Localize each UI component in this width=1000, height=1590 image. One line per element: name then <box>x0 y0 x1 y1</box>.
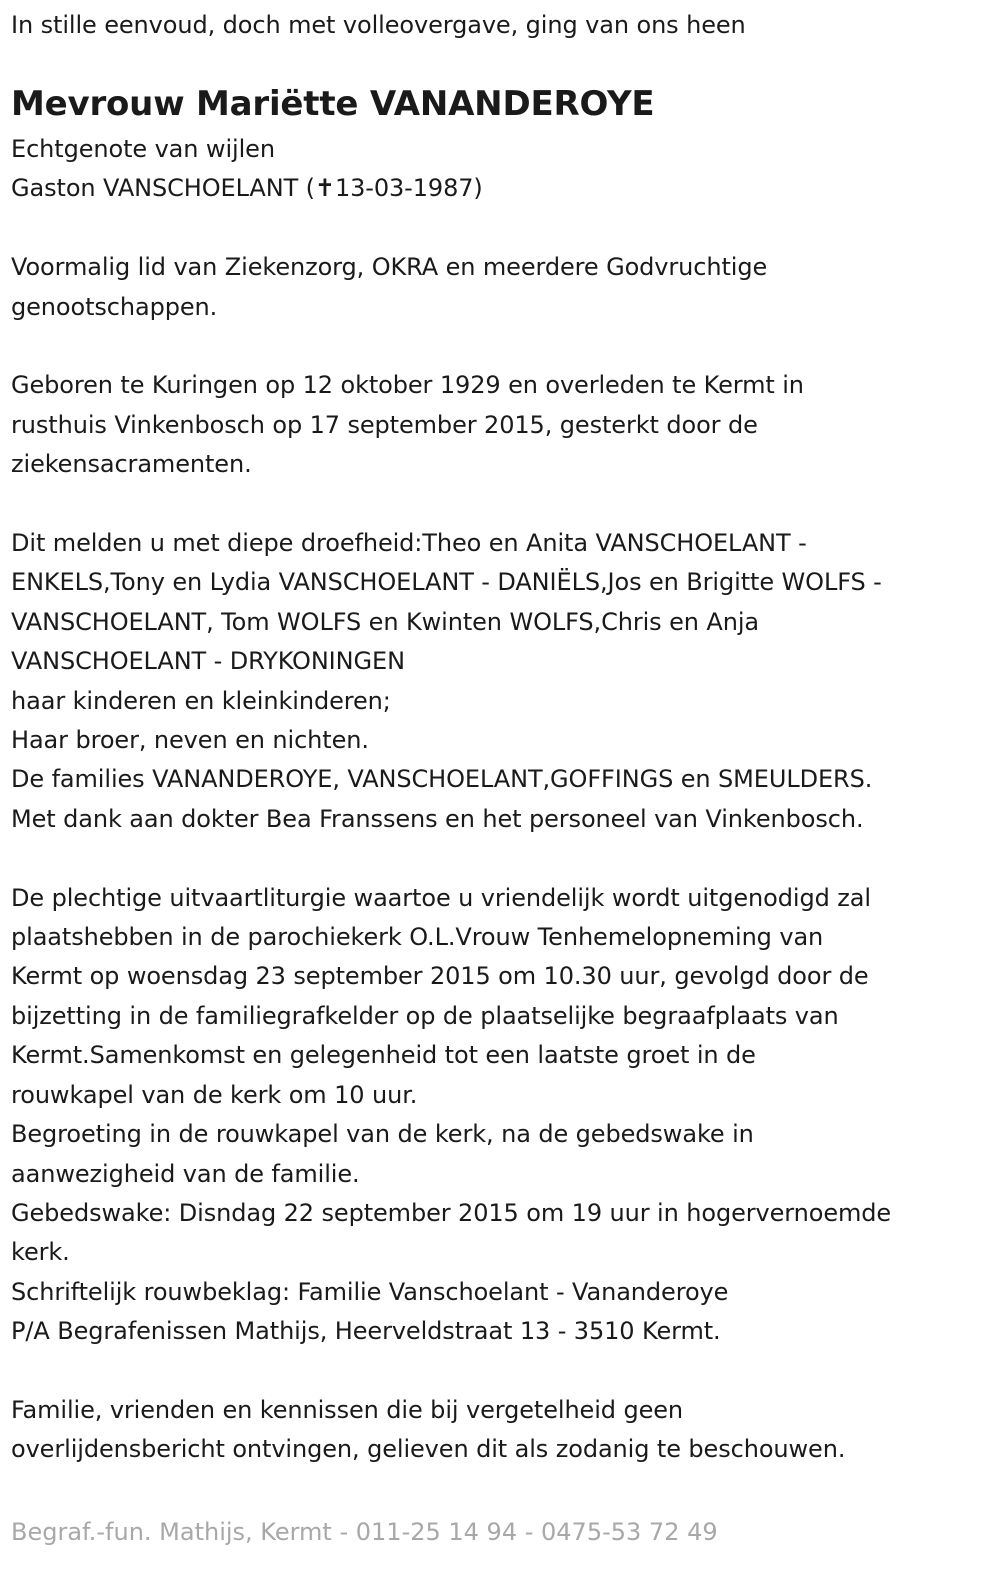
spacer <box>11 485 986 524</box>
obituary-notice <box>11 6 986 1470</box>
spacer <box>11 327 986 366</box>
text-line: Geboren te Kuringen op 12 oktober 1929 en overleden te Kermt in <box>11 371 804 400</box>
text-line: Kermt op woensdag 23 september 2015 om 10.30 uur, gevolgd door de <box>11 962 869 991</box>
spouse-line: Echtgenote van wijlen <box>11 135 275 163</box>
text-line: kerk. <box>11 1238 70 1267</box>
text-line: P/A Begrafenissen Mathijs, Heerveldstraat 13 - 3510 Kermt. <box>11 1317 721 1346</box>
text-line: VANSCHOELANT - DRYKONINGEN <box>11 647 405 676</box>
text-line: De families VANANDEROYE, VANSCHOELANT,GOFFINGS en SMEULDERS. <box>11 765 873 794</box>
announcement-paragraph <box>11 524 986 839</box>
text-line: Kermt.Samenkomst en gelegenheid tot een laatste groet in de <box>11 1041 756 1070</box>
text-line: De plechtige uitvaartliturgie waartoe u vriendelijk wordt uitgenodigd zal <box>11 883 871 912</box>
intro-text: In stille eenvoud, doch met volleovergave, ging van ons heen <box>11 11 746 39</box>
spacer <box>11 1352 986 1391</box>
funeral-paragraph <box>11 879 986 1352</box>
text-line: genootschappen. <box>11 292 218 321</box>
birth-death-paragraph <box>11 366 986 484</box>
text-line: Familie, vrienden en kennissen die bij vergetelheid geen <box>11 1395 684 1424</box>
text-line: bijzetting in de familiegrafkelder op de plaatselijke begraafplaats van <box>11 1001 839 1030</box>
text-line: overlijdensbericht ontvingen, gelieven dit als zodanig te beschouwen. <box>11 1435 846 1464</box>
text-line: ziekensacramenten. <box>11 450 252 479</box>
spacer <box>11 209 986 248</box>
text-line: VANSCHOELANT, Tom WOLFS en Kwinten WOLFS,Chris en Anja <box>11 607 760 636</box>
text-line: Met dank aan dokter Bea Franssens en het personeel van Vinkenbosch. <box>11 804 864 833</box>
text-line: Haar broer, neven en nichten. <box>11 726 369 755</box>
text-line: Schriftelijk rouwbeklag: Familie Vanschoelant - Vananderoye <box>11 1277 729 1306</box>
text-line: plaatshebben in de parochiekerk O.L.Vrouw Tenhemelopneming van <box>11 923 824 952</box>
text-line: ENKELS,Tony en Lydia VANSCHOELANT - DANIËLS,Jos en Brigitte WOLFS - <box>11 568 882 597</box>
text-line: haar kinderen en kleinkinderen; <box>11 686 391 715</box>
text-line: Begroeting in de rouwkapel van de kerk, na de gebedswake in <box>11 1120 754 1149</box>
text-line: Voormalig lid van Ziekenzorg, OKRA en meerdere Godvruchtige <box>11 253 768 282</box>
closing-paragraph <box>11 1391 986 1470</box>
text-line: rouwkapel van de kerk om 10 uur. <box>11 1080 418 1109</box>
spacer <box>11 839 986 878</box>
spouse-name-line: Gaston VANSCHOELANT (✝13-03-1987) <box>11 174 483 203</box>
funeral-home-footer: Begraf.-fun. Mathijs, Kermt - 011-25 14 94 - 0475-53 72 49 <box>11 1518 718 1546</box>
membership-paragraph <box>11 248 986 327</box>
text-line: aanwezigheid van de familie. <box>11 1159 360 1188</box>
text-line: Gebedswake: Disndag 22 september 2015 om 19 uur in hogervernoemde <box>11 1198 892 1227</box>
deceased-name: Mevrouw Mariëtte VANANDEROYE <box>11 84 655 124</box>
text-line: rusthuis Vinkenbosch op 17 september 2015, gesterkt door de <box>11 410 758 439</box>
text-line: Dit melden u met diepe droefheid:Theo en Anita VANSCHOELANT - <box>11 529 807 558</box>
